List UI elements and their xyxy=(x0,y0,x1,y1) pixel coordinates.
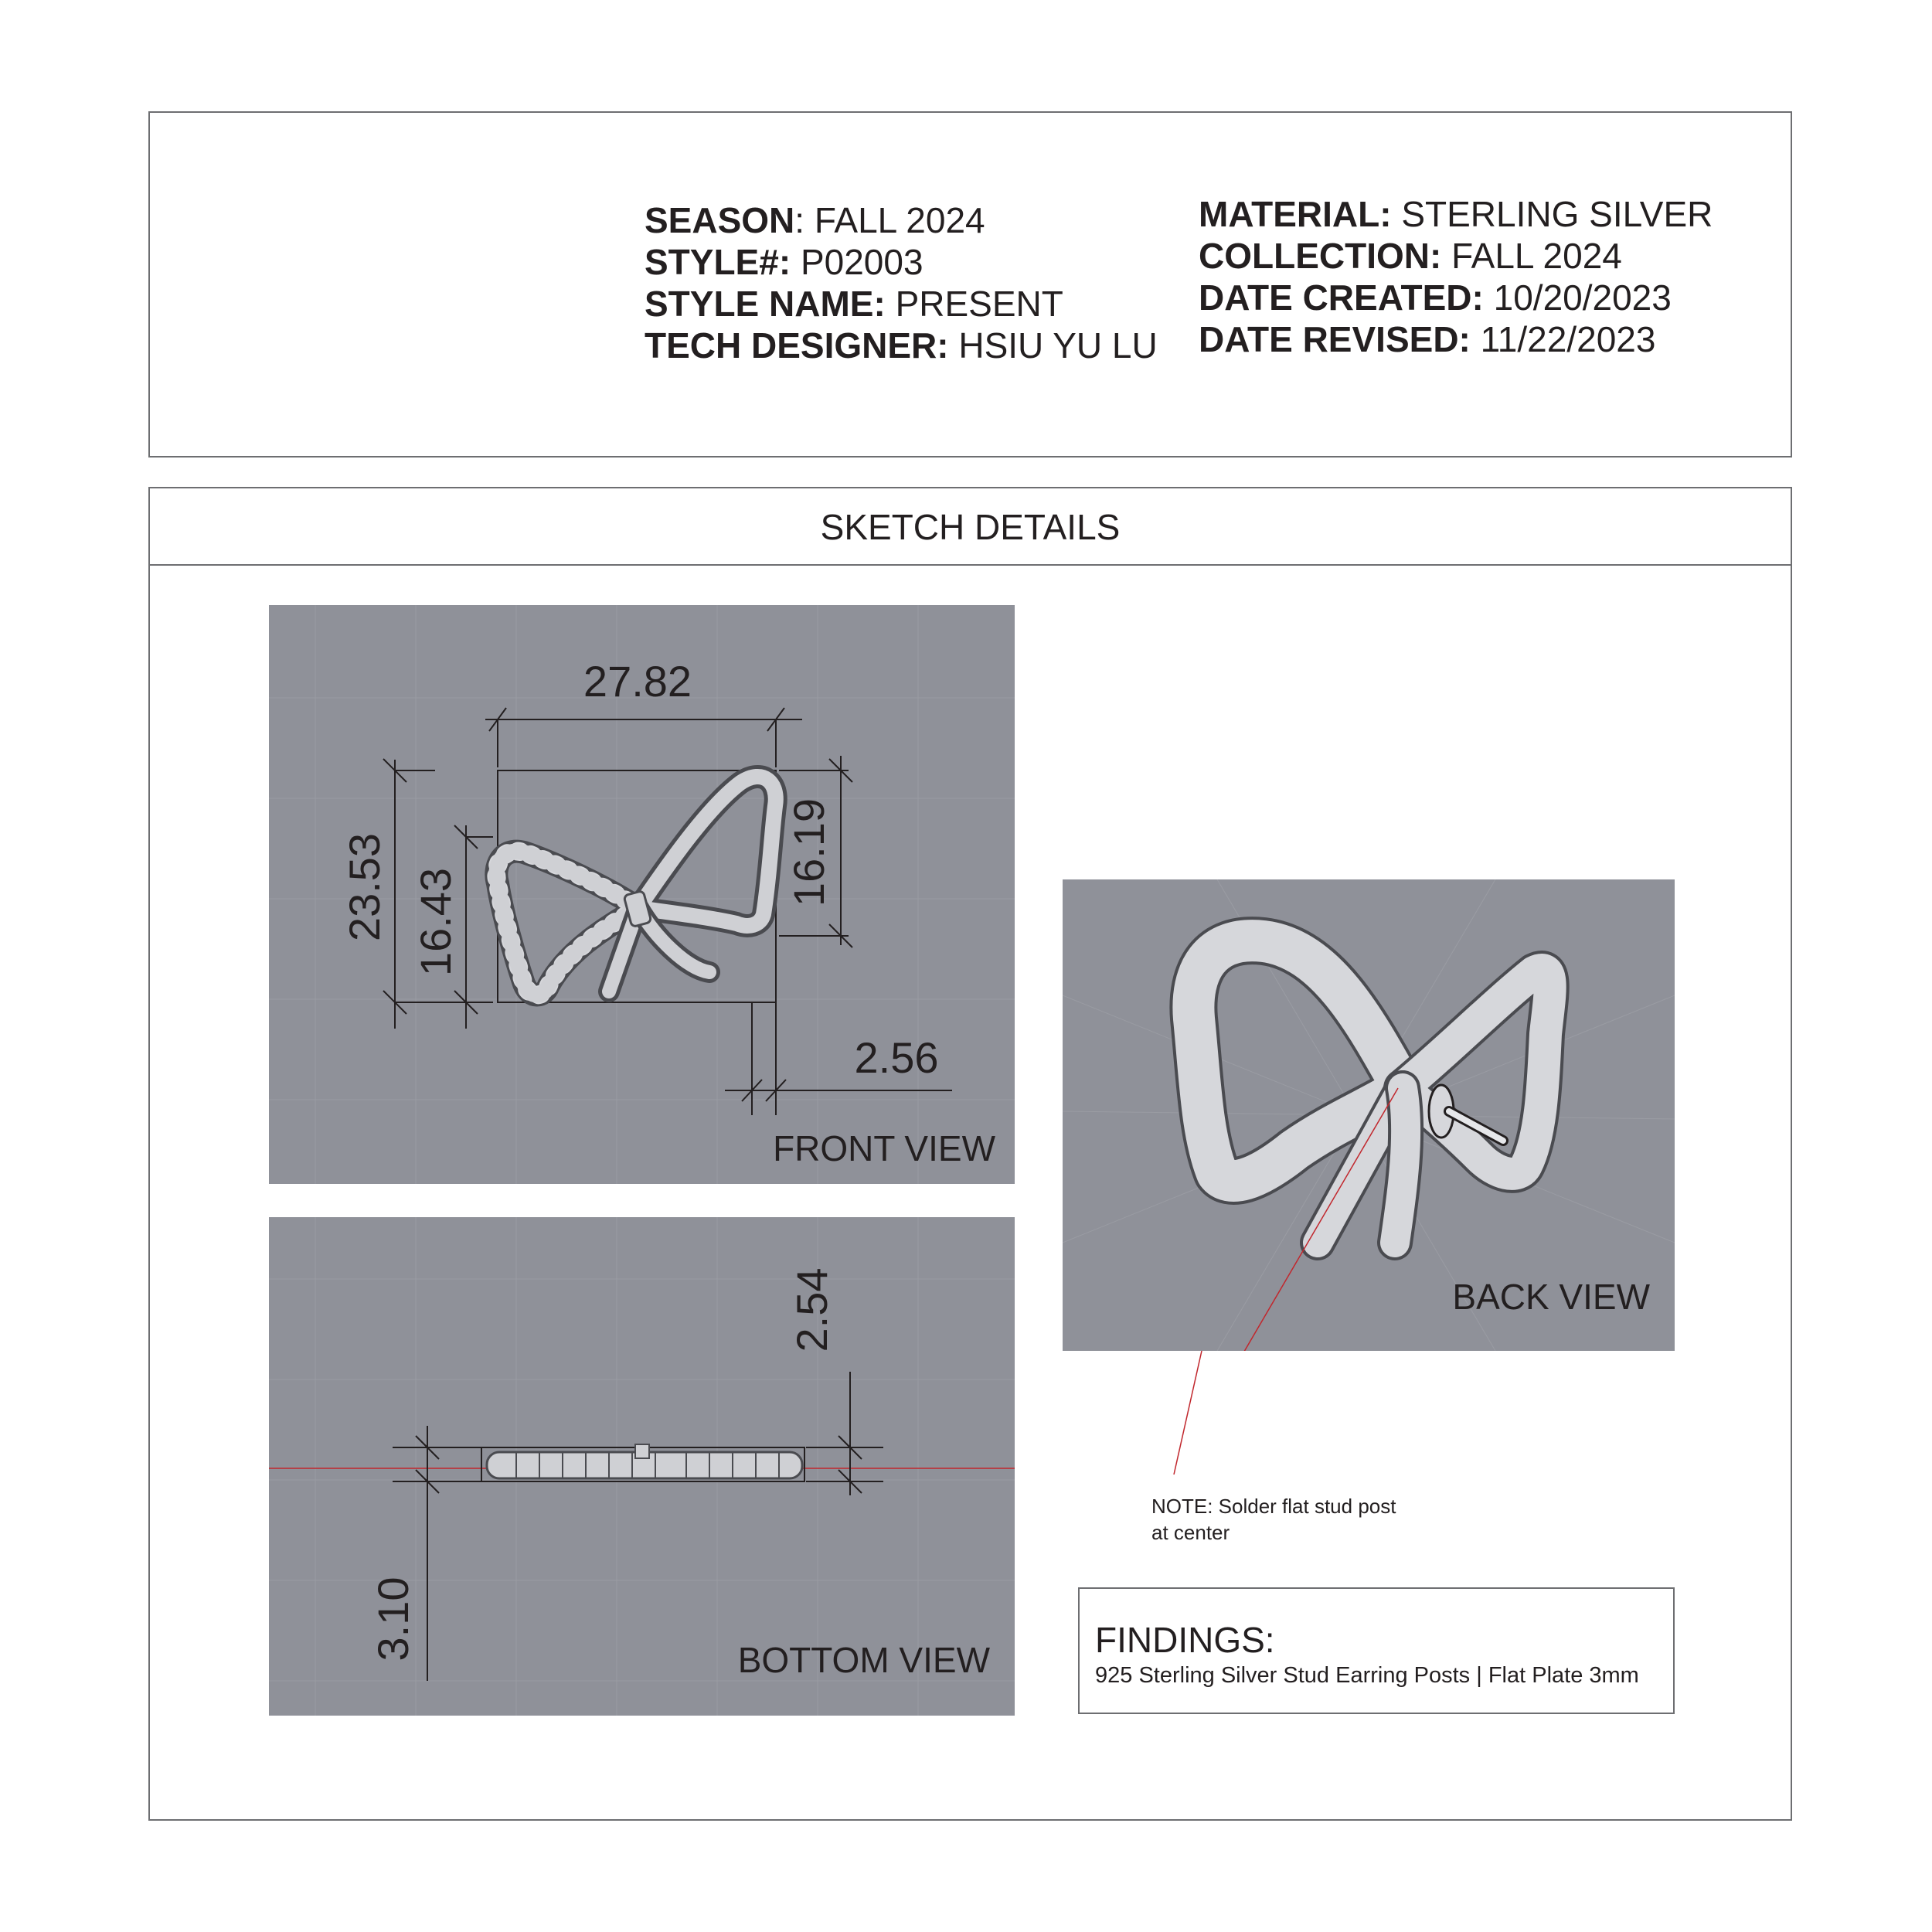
front-view-viewport xyxy=(269,605,1015,1184)
field-label: DATE CREATED: xyxy=(1199,277,1484,318)
note-line-2: at center xyxy=(1151,1521,1230,1544)
front-view-drawing xyxy=(269,605,1015,1184)
date-revised-row xyxy=(1199,318,1713,360)
note-line-1: NOTE: Solder flat stud post xyxy=(1151,1495,1396,1518)
style-number-value: P02003 xyxy=(800,242,923,282)
season-value: FALL 2024 xyxy=(814,200,985,240)
field-label: MATERIAL: xyxy=(1199,194,1392,234)
header-left-column xyxy=(645,199,1158,366)
material-value: STERLING SILVER xyxy=(1401,194,1713,234)
field-label: TECH DESIGNER: xyxy=(645,325,949,366)
dim-thickness-right-label: 2.54 xyxy=(787,1267,836,1352)
header-right-column xyxy=(1199,193,1713,360)
dim-width-label: 27.82 xyxy=(583,657,692,706)
bounding-box xyxy=(498,770,776,1002)
bow-earring-front xyxy=(496,777,775,995)
center-knot xyxy=(635,1444,649,1458)
material-row xyxy=(1199,193,1713,235)
dim-thickness-left-label: 3.10 xyxy=(369,1577,417,1662)
sketch-details-title: SKETCH DETAILS xyxy=(150,488,1791,566)
style-name-row xyxy=(645,283,1158,325)
tech-designer-value: HSIU YU LU xyxy=(958,325,1158,366)
field-label: COLLECTION: xyxy=(1199,236,1442,276)
solder-note xyxy=(1151,1493,1396,1546)
findings-box xyxy=(1078,1587,1675,1714)
date-created-row xyxy=(1199,277,1713,318)
dim-height-right-label: 16.19 xyxy=(784,798,833,907)
date-revised-value: 11/22/2023 xyxy=(1480,319,1656,359)
date-created-value: 10/20/2023 xyxy=(1493,277,1672,318)
dim-offset-label: 2.56 xyxy=(854,1033,939,1082)
field-label: DATE REVISED: xyxy=(1199,319,1471,359)
style-name-value: PRESENT xyxy=(895,284,1063,324)
back-view-viewport xyxy=(1063,879,1675,1351)
findings-title: FINDINGS: xyxy=(1095,1620,1275,1660)
findings-text: 925 Sterling Silver Stud Earring Posts | Flat Plate 3mm xyxy=(1095,1663,1639,1688)
tech-designer-row xyxy=(645,325,1158,366)
bottom-view-viewport xyxy=(269,1217,1015,1716)
field-label: SEASON xyxy=(645,200,795,240)
collection-value: FALL 2024 xyxy=(1451,236,1622,276)
field-label: STYLE#: xyxy=(645,242,791,282)
field-label: STYLE NAME: xyxy=(645,284,886,324)
back-view-label: BACK VIEW xyxy=(1452,1277,1650,1317)
season-row: SEASON: FALL 2024 xyxy=(645,200,985,240)
style-number-row xyxy=(645,241,1158,283)
collection-row xyxy=(1199,235,1713,277)
bow-earring-back xyxy=(1193,940,1549,1243)
dim-height-left-label: 16.43 xyxy=(411,867,460,977)
header-panel xyxy=(148,111,1792,457)
front-view-label: FRONT VIEW xyxy=(773,1128,995,1168)
bottom-view-label: BOTTOM VIEW xyxy=(737,1640,990,1680)
dimension-lines xyxy=(393,1372,883,1681)
dim-height-total-label: 23.53 xyxy=(340,832,389,942)
